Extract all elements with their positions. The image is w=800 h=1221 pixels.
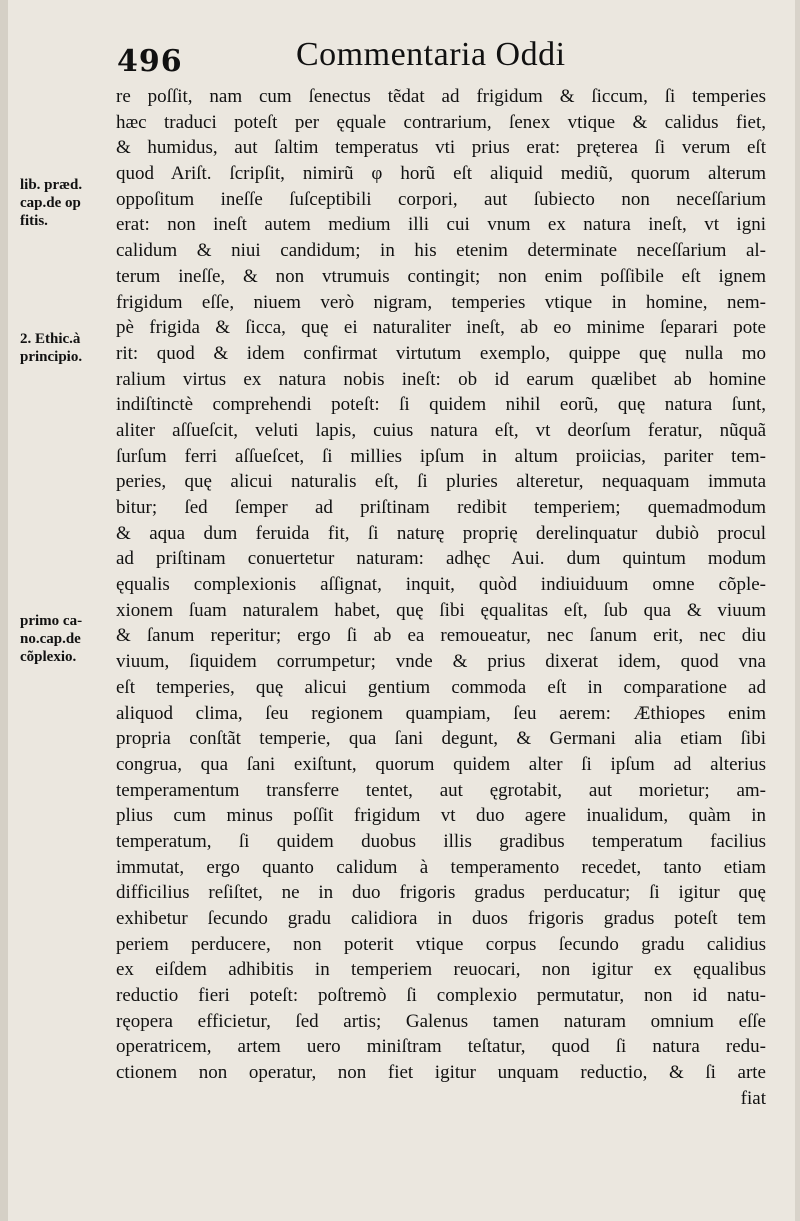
text-line: ctionem non operatur, non fiet igitur unquam reductio, & ſi arte bbox=[116, 1062, 766, 1084]
text-line: temperamentum transferre tentet, aut ęgrotabit, aut morietur; am- bbox=[116, 779, 766, 801]
margin-note-line: no.cap.de bbox=[20, 631, 81, 647]
margin-note-line: lib. præd. bbox=[20, 177, 83, 193]
margin-note-line: 2. Ethic.à bbox=[20, 331, 81, 347]
text-line: terum ineſſe, & non vtrumuis contingit; non enim poſſibile eſt ignem bbox=[116, 265, 766, 287]
text-line: temperatum, ſi quidem duobus illis gradibus temperatum facilius bbox=[116, 830, 766, 852]
running-title: Commentaria Oddi bbox=[296, 36, 566, 73]
text-line: ad priſtinam conuertetur naturam: adhęc Aui. dum quintum modum bbox=[116, 548, 766, 570]
text-line: aliquod clima, ſeu regionem quampiam, ſeu aerem: Æthiopes enim bbox=[116, 702, 766, 724]
text-line: ęqualis complexionis aſſignat, inquit, quòd indiuiduum omne cõple- bbox=[116, 574, 766, 596]
text-line: periem perducere, non poterit vtique corpus ſecundo gradu calidius bbox=[116, 933, 766, 955]
margin-note-line: fitis. bbox=[20, 213, 48, 229]
text-line: aliter aſſueſcit, veluti lapis, cuius natura eſt, vt deorſum feratur, nũquã bbox=[116, 419, 766, 441]
text-line: congrua, qua ſani exiſtunt, quorum quidem alter ſi ipſum ad alterius bbox=[116, 753, 766, 775]
text-line: & ſanum reperitur; ergo ſi ab ea remoueatur, nec ſanum erit, nec diu bbox=[116, 625, 766, 647]
text-line: rit: quod & idem confirmat virtutum exemplo, quippe quę nulla mo bbox=[116, 342, 766, 364]
margin-note-line: primo ca- bbox=[20, 613, 83, 629]
text-line: operatricem, artem uero miniſtram teſtatur, quod ſi natura redu- bbox=[116, 1036, 766, 1058]
text-line: xionem ſuam naturalem habet, quę ſibi ęqualitas eſt, ſub qua & viuum bbox=[116, 599, 766, 621]
text-line: ralium virtus ex natura nobis ineſt: ob id earum quælibet ab homine bbox=[116, 368, 766, 390]
catchword: fiat bbox=[740, 1087, 766, 1109]
text-line: propria conſtãt temperie, qua ſani degunt, & Germani alia etiam ſibi bbox=[116, 728, 766, 750]
text-line: exhibetur ſecundo gradu calidiora in duos frigoris gradus poteſt tem bbox=[116, 908, 766, 929]
text-line: quod Ariſt. ſcripſit, nimirũ φ horũ eſt aliquid mediũ, quorum alterum bbox=[116, 163, 766, 185]
text-line: ſurſum ferri aſſueſcet, ſi millies ipſum in altum proiicias, pariter tem- bbox=[116, 445, 766, 467]
margin-note-line: cõplexio. bbox=[20, 649, 77, 665]
text-line: pè frigida & ſicca, quę ei naturaliter ineſt, ab eo minime ſeparari pote bbox=[116, 317, 766, 339]
text-line: & aqua dum feruida fit, ſi naturę proprię derelinquatur dubiò procul bbox=[116, 522, 766, 544]
text-line: peries, quę alicui naturalis eſt, ſi pluries alteretur, nequaquam immuta bbox=[116, 471, 766, 493]
text-line: & humidus, aut ſaltim temperatus vti prius erat: pręterea ſi verum eſt bbox=[116, 137, 766, 159]
margin-note bbox=[20, 176, 116, 230]
text-line: viuum, ſiquidem corrumpetur; vnde & prius dixerat idem, quod vna bbox=[116, 651, 766, 673]
text-line: bitur; ſed ſemper ad priſtinam redibit temperiem; quemadmodum bbox=[116, 497, 766, 518]
text-line: calidum & niui candidum; in his etenim determinate neceſſarium al- bbox=[116, 240, 766, 262]
text-line: hæc traduci poteſt per ęquale contrarium, ſenex vtique & calidus fiet, bbox=[116, 111, 766, 133]
text-line: ex eiſdem adhibitis in temperiem reuocari, non igitur ex ęqualibus bbox=[116, 959, 766, 981]
text-line: ręopera efficietur, ſed artis; Galenus tamen naturam omnium eſſe bbox=[116, 1010, 766, 1032]
margin-note bbox=[20, 612, 116, 666]
text-line: frigidum eſſe, niuem verò nigram, temperies vtique in homine, nem- bbox=[116, 291, 766, 313]
text-line: eſt temperies, quę alicui gentium commoda eſt in comparatione ad bbox=[116, 676, 766, 698]
text-line: immutat, ergo quanto calidum à temperamento recedet, tanto etiam bbox=[116, 856, 766, 878]
margin-note-line: cap.de op bbox=[20, 195, 81, 211]
text-line: reductio fieri poteſt: poſtremò ſi complexio permutatur, non id natu- bbox=[116, 985, 766, 1007]
text-line: plius cum minus poſſit frigidum vt duo agere inualidum, quàm in bbox=[116, 805, 766, 827]
text-line: erat: non ineſt autem medium illi cui vnum ex natura ineſt, vt igni bbox=[116, 214, 766, 236]
text-line: indiſtinctè comprehendi poteſt: ſi quidem nihil eorũ, quę natura ſunt, bbox=[116, 394, 766, 416]
text-line: re poſſit, nam cum ſenectus tẽdat ad frigidum & ſiccum, ſi temperies bbox=[116, 86, 766, 107]
page-number: 496 bbox=[117, 44, 183, 79]
text-line: oppoſitum ineſſe ſuſceptibili corpori, aut ſubiecto non neceſſarium bbox=[116, 188, 766, 210]
text-line: difficilius reſiſtet, ne in duo frigoris gradus perducatur; ſi igitur quę bbox=[116, 882, 766, 904]
body-text bbox=[116, 84, 766, 1112]
margin-note-line: principio. bbox=[20, 349, 83, 365]
margin-note bbox=[20, 330, 116, 366]
